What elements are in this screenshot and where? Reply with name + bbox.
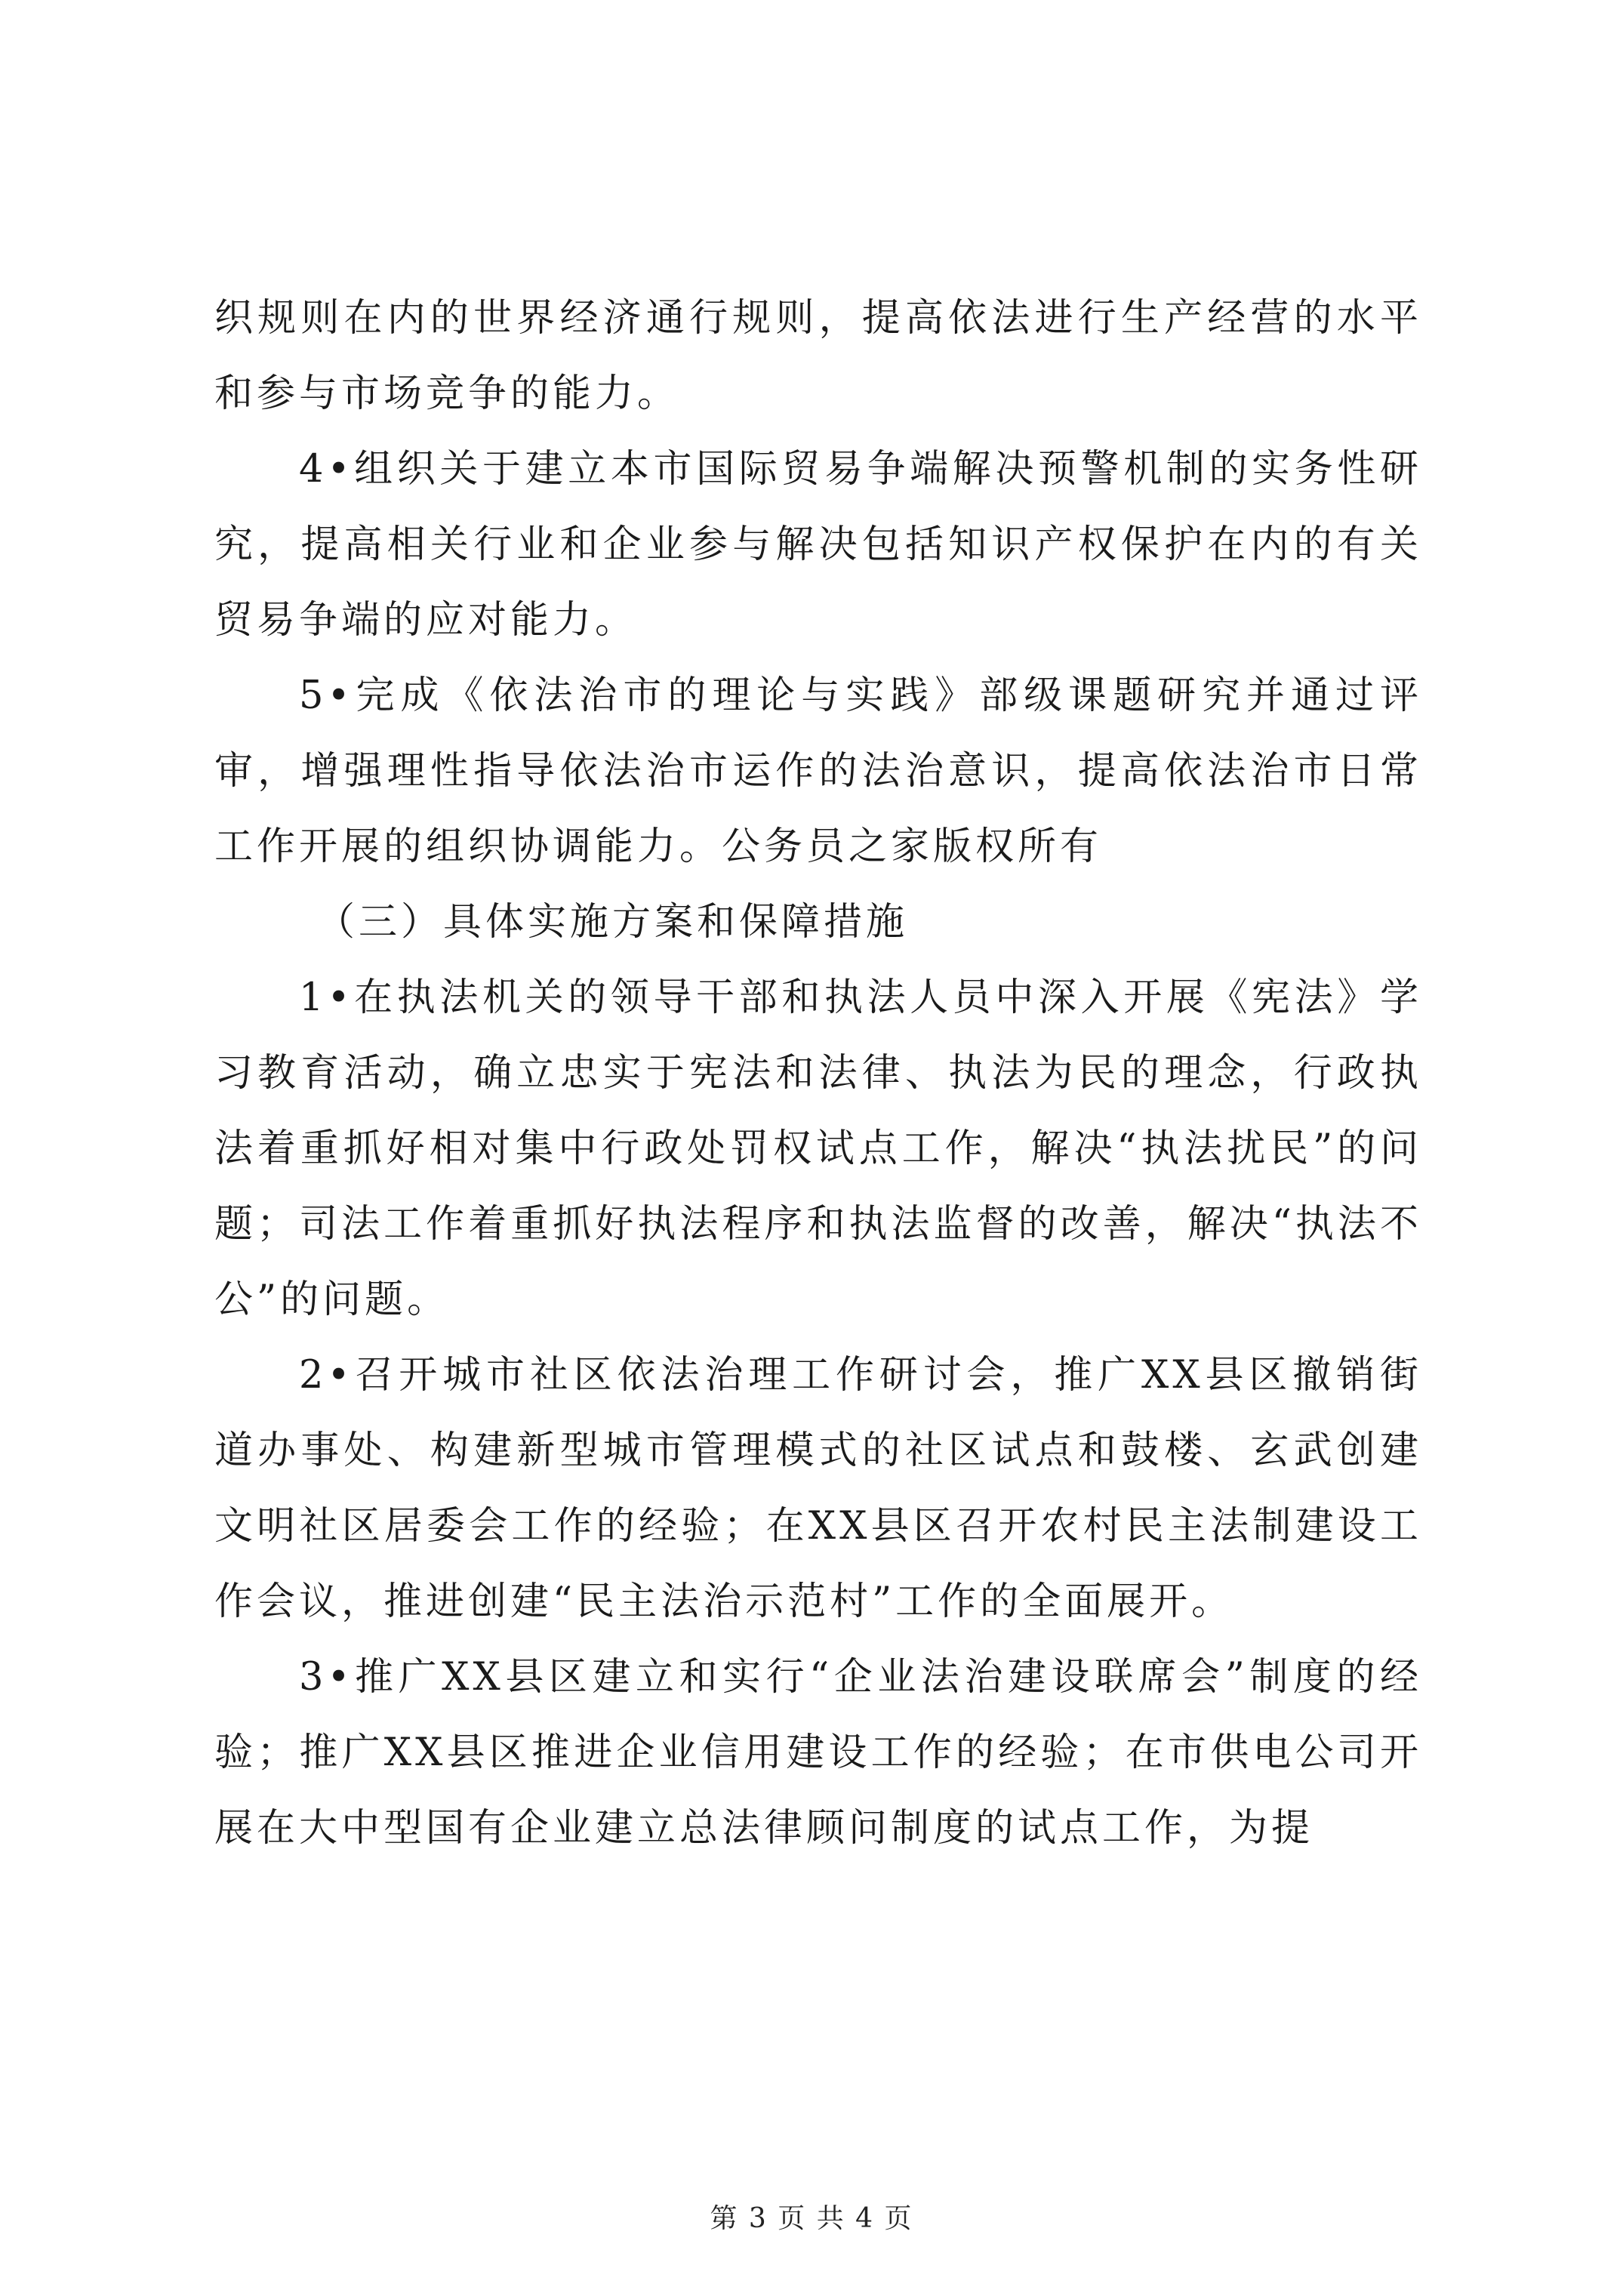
paragraph-item-2: 2•召开城市社区依法治理工作研讨会，推广XX县区撤销街道办事处、构建新型城市管理模式的社区试点和鼓楼、玄武创建文明社区居委会工作的经验；在XX县区召开农村民主法制建设工作会议，推进创建“民主法治示范村”工作的全面展开。 <box>214 1353 1422 1624</box>
paragraph-continuation: 织规则在内的世界经济通行规则，提高依法进行生产经营的水平和参与市场竞争的能力。 <box>214 296 1422 416</box>
paragraph-item-5: 5•完成《依法治市的理论与实践》部级课题研究并通过评审，增强理性指导依法治市运作的法治意识，提高依法治市日常工作开展的组织协调能力。公务员之家版权所有 <box>214 673 1422 869</box>
paragraph-item-3: 3•推广XX县区建立和实行“企业法治建设联席会”制度的经验；推广XX县区推进企业信用建设工作的经验；在市供电公司开展在大中型国有企业建立总法律顾问制度的试点工作，为提 <box>214 1655 1422 1851</box>
document-body <box>214 281 1422 1866</box>
page-number-footer: 第 3 页 共 4 页 <box>710 2203 913 2234</box>
paragraph-item-1: 1•在执法机关的领导干部和执法人员中深入开展《宪法》学习教育活动，确立忠实于宪法和法律、执法为民的理念，行政执法着重抓好相对集中行政处罚权试点工作，解决“执法扰民”的问题；司法工作着重抓好执法程序和执法监督的改善，解决“执法不公”的问题。 <box>214 975 1422 1322</box>
paragraph-item-4: 4•组织关于建立本市国际贸易争端解决预警机制的实务性研究，提高相关行业和企业参与解决包括知识产权保护在内的有关贸易争端的应对能力。 <box>214 447 1422 643</box>
section-heading: （三）具体实施方案和保障措施 <box>316 900 909 945</box>
